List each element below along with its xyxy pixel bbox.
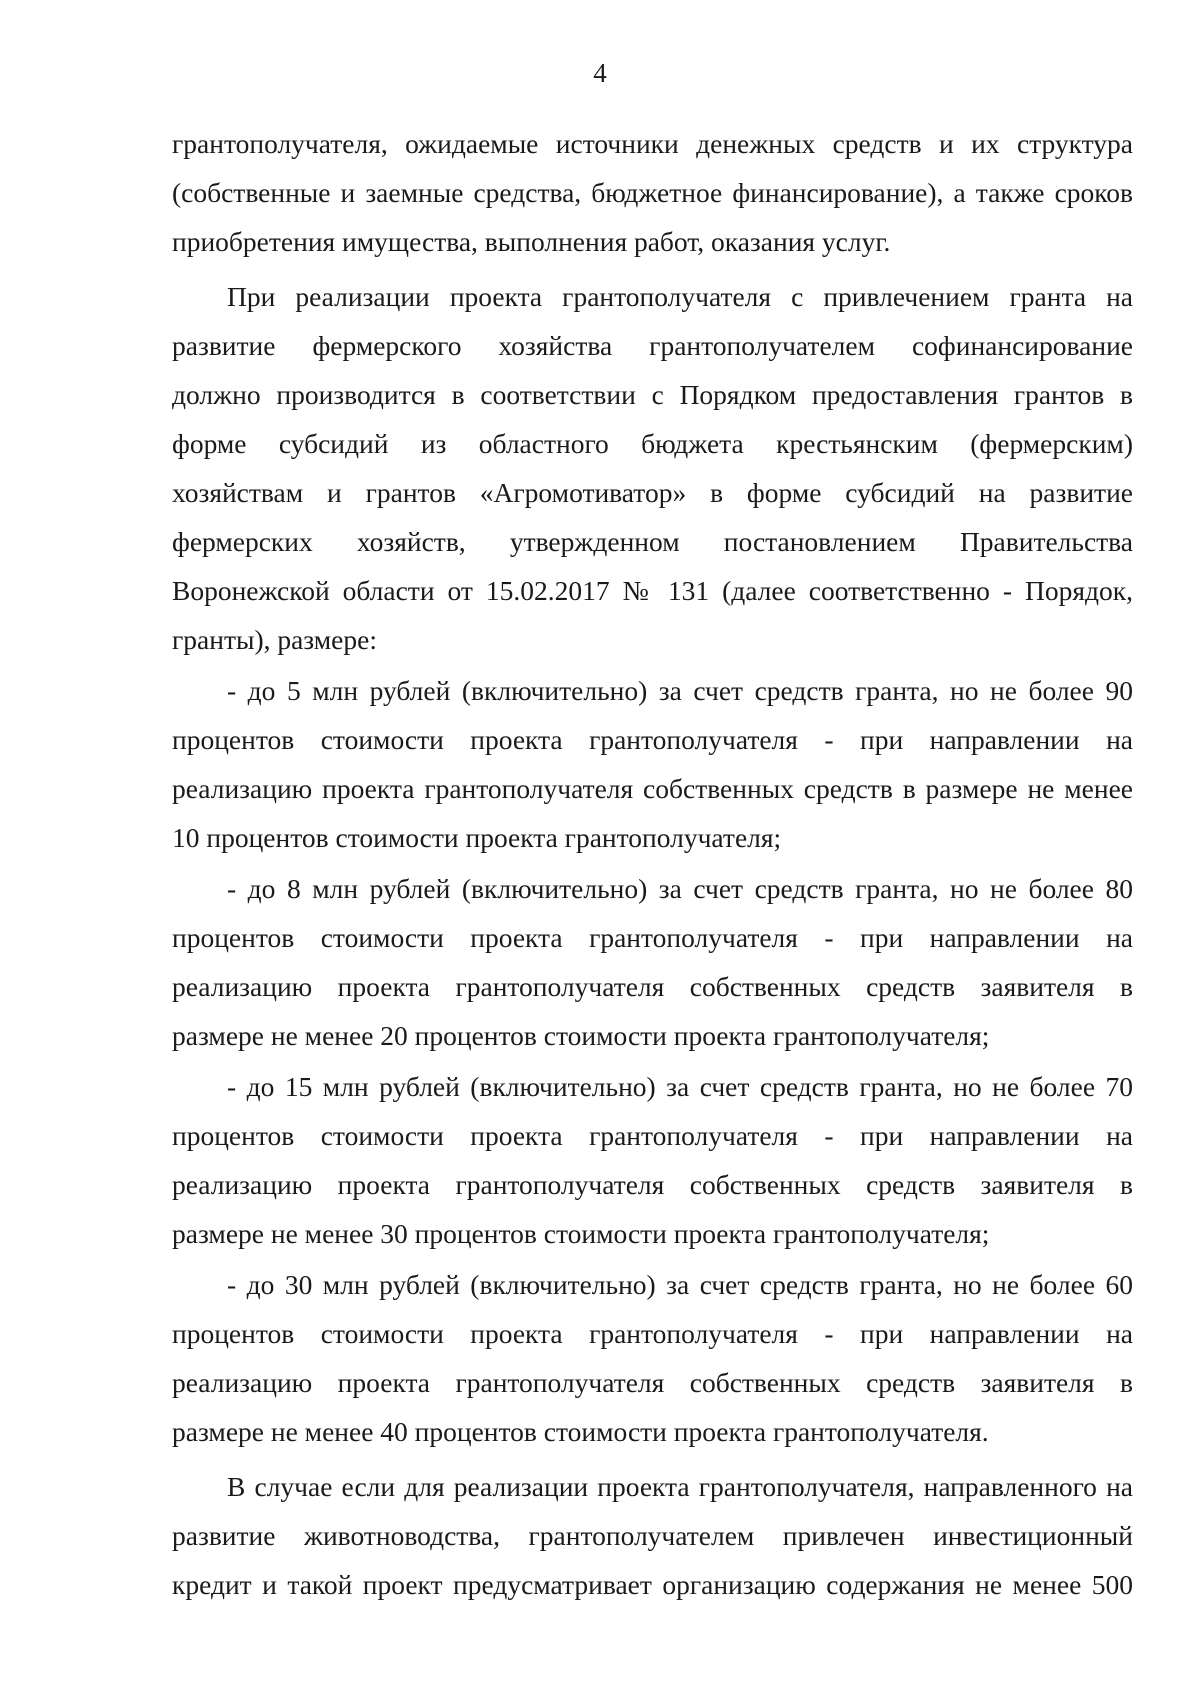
list-item-line: - до 5 млн рублей (включительно) за счет средств гранта, но не более 90	[227, 675, 1133, 706]
text-line: При реализации проекта грантополучателя с привлечением гранта на	[227, 281, 1133, 312]
text-line: размере не менее 40 процентов стоимости проекта грантополучателя.	[172, 1416, 989, 1447]
text-line: (собственные и заемные средства, бюджетное финансирование), а также сроков	[172, 177, 1133, 208]
text-line: грантополучателя, ожидаемые источники денежных средств и их структура	[172, 128, 1133, 159]
text-line: кредит и такой проект предусматривает организацию содержания не менее 500	[172, 1569, 1133, 1600]
text-line: форме субсидий из областного бюджета крестьянским (фермерским)	[172, 428, 1133, 459]
text-line: реализацию проекта грантополучателя собственных средств заявителя в	[172, 971, 1133, 1002]
text-line: фермерских хозяйств, утвержденном постановлением Правительства	[172, 526, 1133, 557]
text-line: развитие фермерского хозяйства грантополучателем софинансирование	[172, 330, 1133, 361]
document-body	[172, 119, 1133, 1609]
list-item-line: - до 8 млн рублей (включительно) за счет средств гранта, но не более 80	[227, 873, 1133, 904]
text-line: реализацию проекта грантополучателя собственных средств заявителя в	[172, 1169, 1133, 1200]
text-line: должно производится в соответствии с Порядком предоставления грантов в	[172, 379, 1133, 410]
text-line: гранты), размере:	[172, 624, 377, 655]
text-line: Воронежской области от 15.02.2017 № 131 (далее соответственно - Порядок,	[172, 575, 1133, 606]
text-line: процентов стоимости проекта грантополучателя - при направлении на	[172, 724, 1133, 755]
list-item-line: - до 30 млн рублей (включительно) за счет средств гранта, но не более 60	[227, 1269, 1133, 1300]
text-line: процентов стоимости проекта грантополучателя - при направлении на	[172, 922, 1133, 953]
text-line: процентов стоимости проекта грантополучателя - при направлении на	[172, 1120, 1133, 1151]
text-line: развитие животноводства, грантополучателем привлечен инвестиционный	[172, 1520, 1133, 1551]
text-line: приобретения имущества, выполнения работ, оказания услуг.	[172, 226, 891, 257]
text-line: В случае если для реализации проекта грантополучателя, направленного на	[227, 1471, 1133, 1502]
text-line: размере не менее 30 процентов стоимости проекта грантополучателя;	[172, 1218, 990, 1249]
text-line: размере не менее 20 процентов стоимости проекта грантополучателя;	[172, 1020, 990, 1051]
list-item-line: - до 15 млн рублей (включительно) за счет средств гранта, но не более 70	[227, 1071, 1133, 1102]
page-number: 4	[593, 58, 607, 88]
text-line: 10 процентов стоимости проекта грантополучателя;	[172, 822, 782, 853]
text-line: реализацию проекта грантополучателя собственных средств в размере не менее	[172, 773, 1133, 804]
text-line: хозяйствам и грантов «Агромотиватор» в форме субсидий на развитие	[172, 477, 1133, 508]
text-line: реализацию проекта грантополучателя собственных средств заявителя в	[172, 1367, 1133, 1398]
text-line: процентов стоимости проекта грантополучателя - при направлении на	[172, 1318, 1133, 1349]
